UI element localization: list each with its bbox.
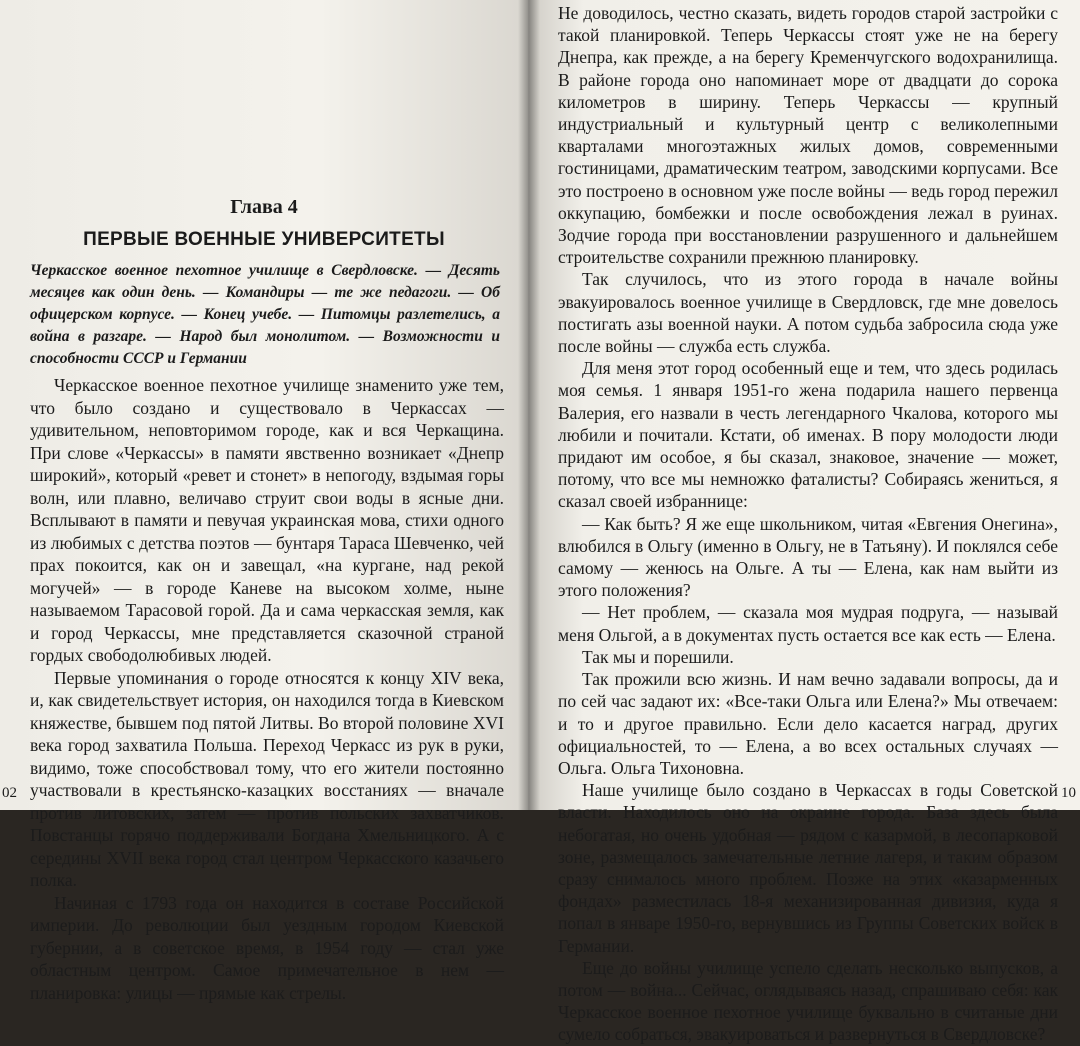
left-body-text xyxy=(30,374,504,1004)
paragraph: Первые упоминания о городе относятся к концу XIV века, и, как свидетельствует история, он находился тогда в Киевском княжестве, бывшем под пятой Литвы. Во второй половине XVI века город захватила Польша. Переход Черкасс из рук в руки, видимо, тоже способствовал тому, что его жители постоянно участвовали в крестьянско-казацких восстаниях — вначале против литовских, затем — против польских захватчиков. Повстанцы горячо поддерживали Богдана Хмельницкого. А с середины XVII века город стал центром Черкасского казачьего полка. xyxy=(30,667,504,890)
chapter-abstract: Черкасское военное пехотное училище в Свердловске. — Десять месяцев как один день. — Командиры — те же педагоги. — Об офицерском корпусе. — Конец учебе. — Питомцы разлетелись, а война в разгаре. — Народ был монолитом. — Возможности и способности СССР и Германии xyxy=(30,262,500,367)
paragraph: Черкасское военное пехотное училище знаменито уже тем, что было создано и существовало в Черкассах — удивительном, неповторимом городе, как и вся Черкащина. При слове «Черкассы» в памяти явственно возникает «Днепр широкий», который «ревет и стонет» в непогоду, вздымая горы волн, или плавно, величаво струит свои воды в ясные дни. Всплывают в памяти и певучая украинская мова, стихи одного из любимых с детства поэтов — бунтаря Тараса Шевченко, чей прах покоится, как он и завещал, «на кургане, над рекой могучей» — в городе Каневе на высоком холме, ныне называемом Тарасовой горой. Да и сама черкасская земля, как и город Черкассы, мне представляется сказочной страной гордых свободолюбивых людей. xyxy=(30,375,504,665)
paragraph: Так случилось, что из этого города в начале войны эвакуировалось военное училище в Свердловск, где мне довелось постигать азы военной науки. А потом судьба забросила сюда уже после войны — служба есть служба. xyxy=(558,269,1058,357)
right-page xyxy=(528,0,1080,1045)
paragraph: Еще до войны училище успело сделать несколько выпусков, а потом — война... Сейчас, оглядываясь назад, спрашиваю себя: как Черкасское военное пехотное училище буквально в считаные дни сумело собраться, эвакуироваться и развернуться в Свердловске? xyxy=(558,957,1058,1045)
paragraph: Начиная с 1793 года он находится в составе Российской империи. До революции был уездным городом Киевской губернии, а в советское время, в 1954 году — стал уже областным центром. Самое примечательное в нем — планировка: улицы — прямые как стрелы. xyxy=(30,892,504,1003)
paragraph: Так прожили всю жизнь. И нам вечно задавали вопросы, да и по сей час задают их: «Все-таки Ольга или Елена?» Мы отвечаем: и то и другое правильно. Если дело касается наград, других официальностей, то — Елена, а во всех остальных случаях — Ольга. Ольга Тихоновна. xyxy=(558,669,1058,778)
paragraph: Не доводилось, честно сказать, видеть городов старой застройки с такой планировкой. Теперь Черкассы стоят уже не на берегу Днепра, как прежде, а на берегу Кременчугского водохранилища. В районе города оно напоминает море от двадцати до сорока километров в ширину. Теперь Черкассы — крупный индустриальный и культурный центр с великолепными кварталами многоэтажных жилых домов, современными гостиницами, драматическим театром, заводскими корпусами. Все это построено в основном уже после войны — ведь город пережил оккупацию, бомбежки и после освобождения лежал в руинах. Зодчие города при восстановлении разрушенного и дальнейшем строительстве сохранили прежнюю планировку. xyxy=(558,3,1058,268)
book-gutter xyxy=(518,0,540,810)
paragraph: — Как быть? Я же еще школьником, читая «Евгения Онегина», влюбился в Ольгу (именно в Ольгу, не в Татьяну). И поклялся себе самому — женюсь на Ольге. А ты — Елена, как нам выйти из этого положения? xyxy=(558,513,1058,601)
paragraph: Для меня этот город особенный еще и тем, что здесь родилась моя семья. 1 января 1951-го жена подарила нашего первенца Валерия, его назвали в честь легендарного Чкалова, которого мы любили и почитали. Кстати, об именах. В пору молодости люди придают им особое, я бы сказал, знаковое, значение — может, потому, что все мы немножко фаталисты? Собираясь жениться, я сказал своей избраннице: xyxy=(558,358,1058,512)
paragraph: Наше училище было создано в Черкассах в годы Советской власти. Находилось оно на окраине города. База здесь была небогатая, но очень удобная — рядом с казармой, в лесопарковой зоне, размещалось замечательные летние лагеря, и таким образом сразу снималось много проблем. Позже на этих «казарменных фондах» разместилась 18-я механизированная дивизия, куда я попал в январе 1950-го, вернувшись из Группы Советских войск в Германии. xyxy=(558,780,1058,956)
chapter-heading xyxy=(26,196,502,251)
page-number-left: 02 xyxy=(2,785,17,801)
left-page xyxy=(0,0,532,1003)
chapter-title: ПЕРВЫЕ ВОЕННЫЕ УНИВЕРСИТЕТЫ xyxy=(83,229,445,250)
right-body-text xyxy=(558,2,1058,1046)
page-number-right: 10 xyxy=(1061,785,1076,801)
paragraph: Так мы и порешили. xyxy=(582,646,734,667)
chapter-number: Глава 4 xyxy=(230,196,298,218)
paragraph: — Нет проблем, — сказала моя мудрая подруга, — называй меня Ольгой, а в документах пусть остается все как есть — Елена. xyxy=(558,602,1058,645)
show-through-text xyxy=(0,0,500,190)
